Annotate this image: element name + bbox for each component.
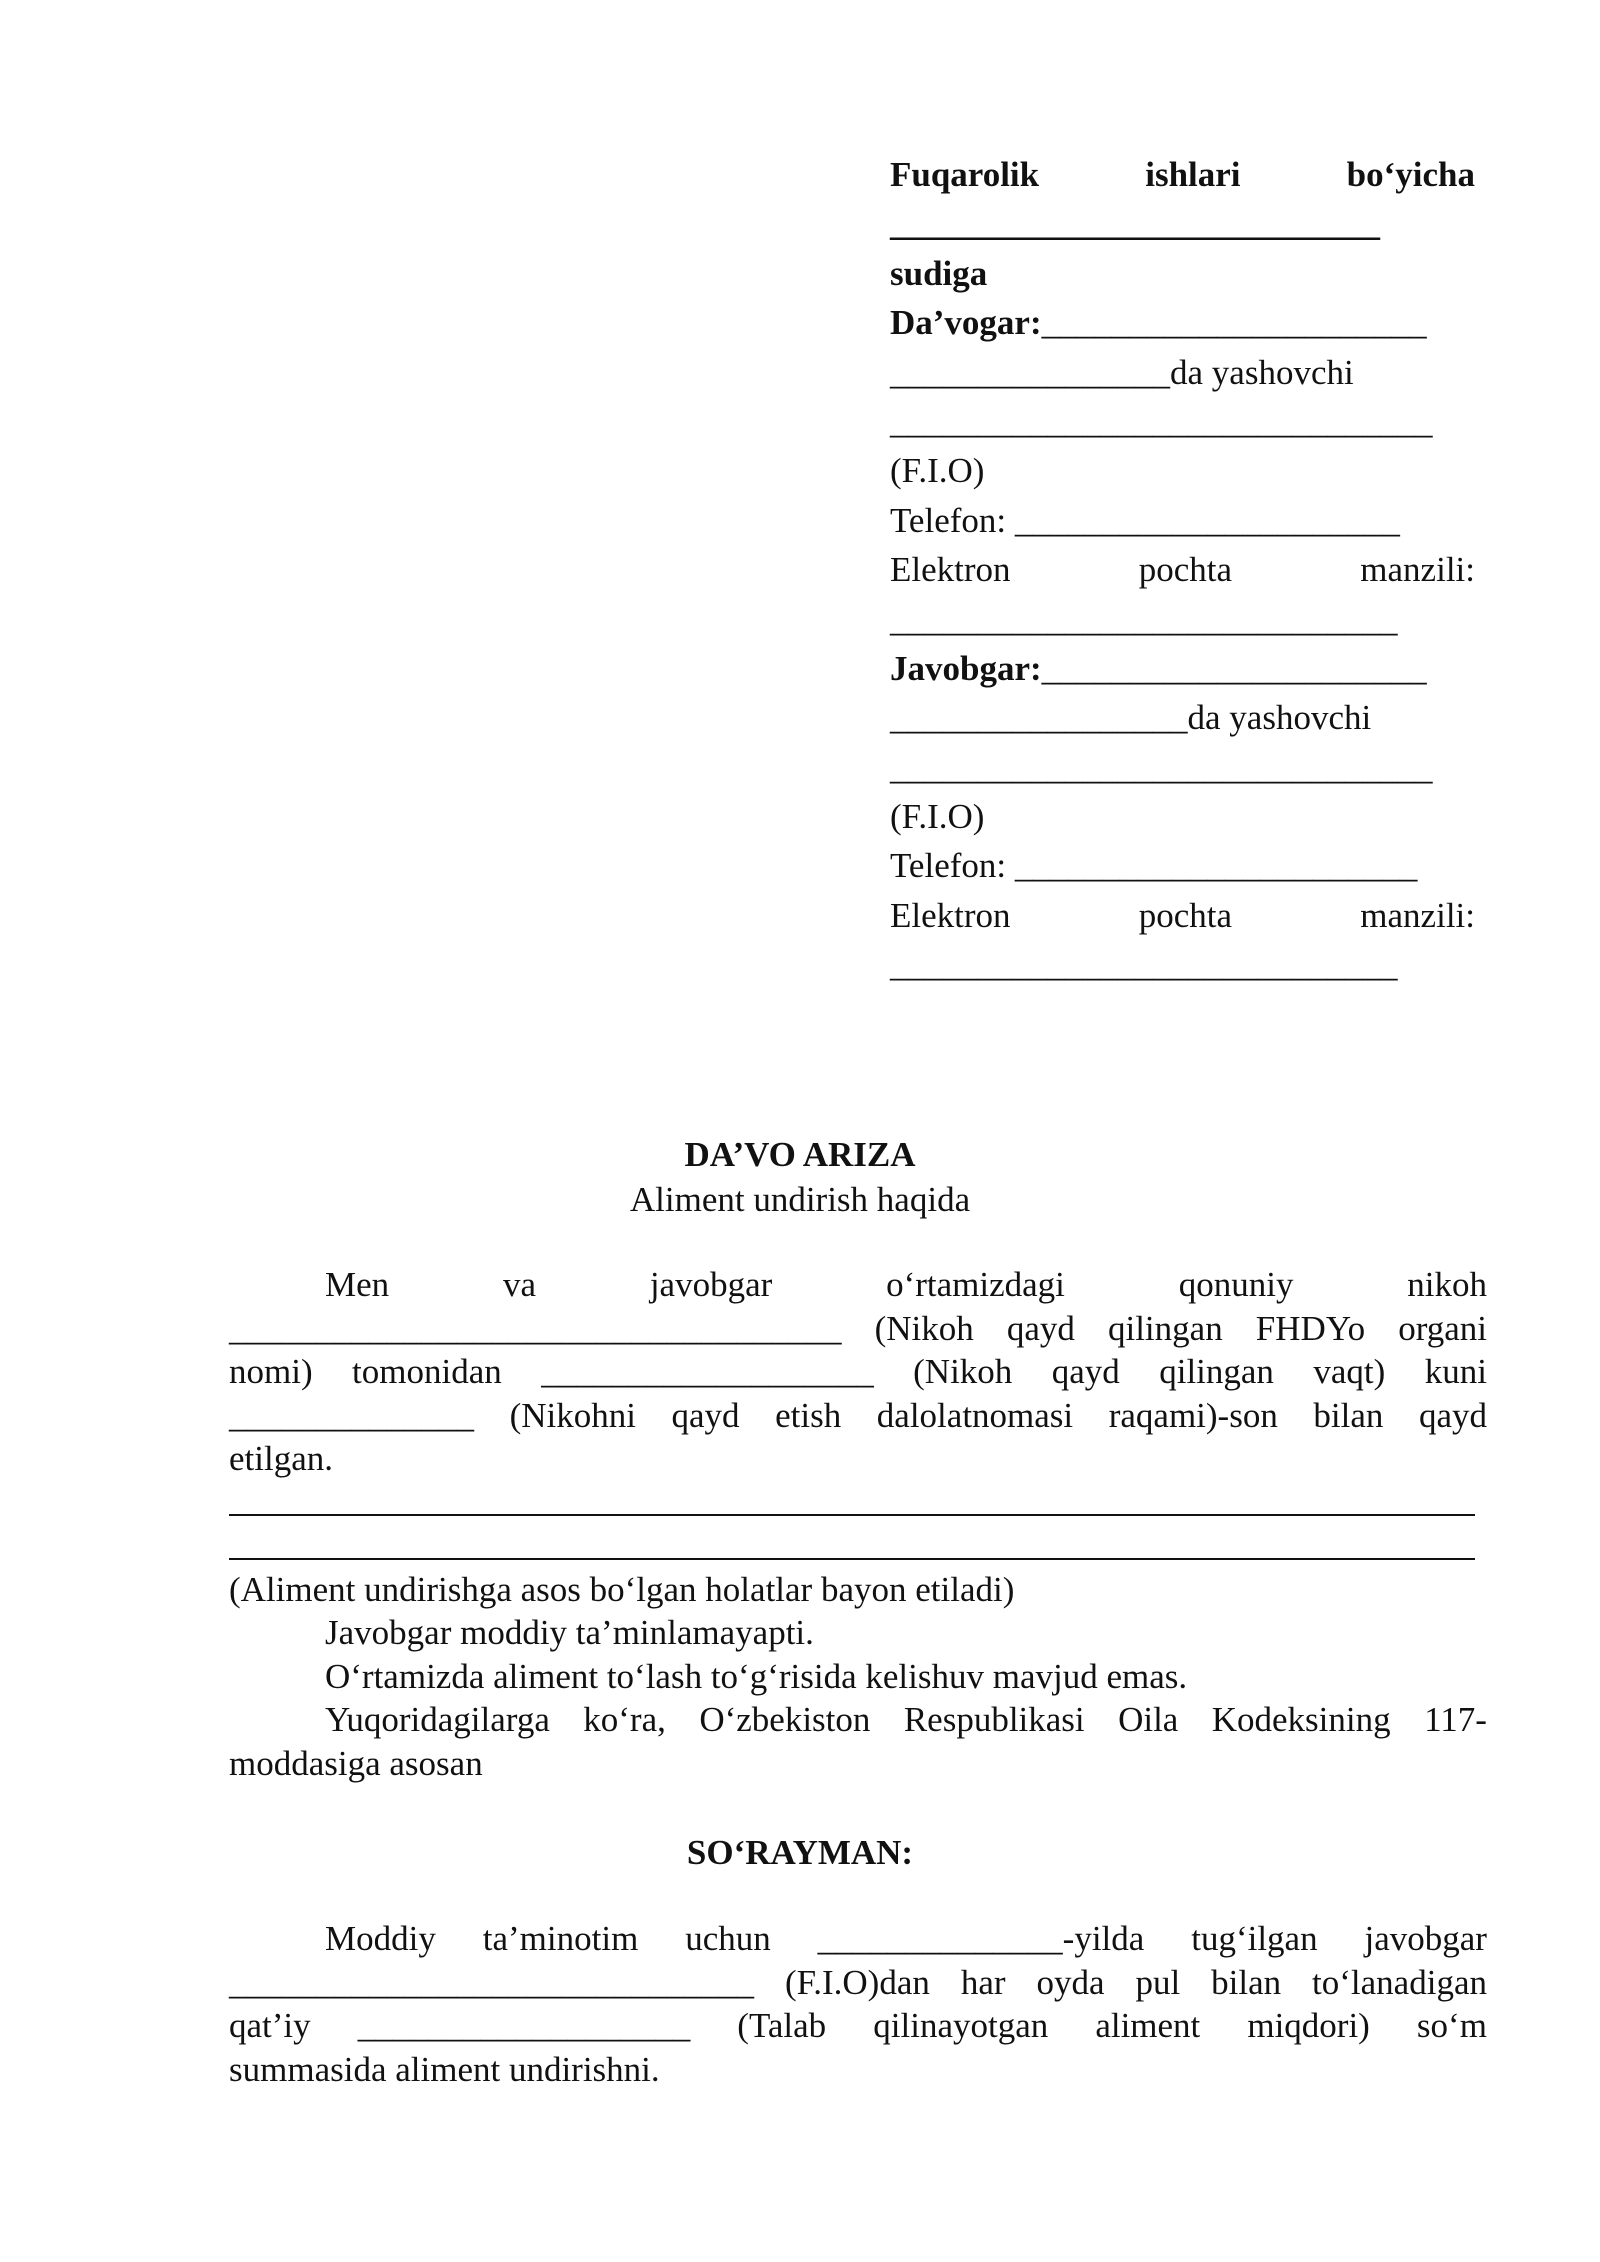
defendant-lives-at: da yashovchi xyxy=(1187,698,1372,738)
plaintiff-email-blank[interactable]: _____________________________ xyxy=(890,599,1398,639)
defendant-phone-blank[interactable]: _______________________ xyxy=(1014,846,1418,886)
word: o‘rtamizdagi xyxy=(886,1265,1065,1304)
word: Moddiy xyxy=(325,1919,436,1958)
word: tomonidan xyxy=(352,1352,502,1391)
word: oyda xyxy=(1036,1962,1105,2002)
word: javobgar xyxy=(1364,1919,1487,1958)
word: har xyxy=(960,1962,1006,2002)
court-name-blank[interactable]: ____________________________ xyxy=(890,204,1380,244)
document-subtitle: Aliment undirish haqida xyxy=(629,1180,971,1219)
word: to‘lanadigan xyxy=(1312,1962,1487,2002)
word: qayd xyxy=(1006,1308,1075,1348)
word: (Nikoh xyxy=(913,1352,1013,1391)
court-suffix: sudiga xyxy=(890,253,988,293)
word: va xyxy=(502,1265,537,1304)
plaintiff-label: Da’vogar: xyxy=(890,303,1042,343)
defendant-address-blank[interactable]: _________________ xyxy=(890,698,1188,738)
word: bilan xyxy=(1313,1395,1384,1435)
court-word: bo‘yicha xyxy=(1346,155,1475,194)
defendant-name-blank[interactable]: _______________________________ xyxy=(890,747,1433,787)
email-word: Elektron xyxy=(890,550,1011,590)
word: (Nikohni xyxy=(509,1395,636,1435)
paragraph-line: summasida aliment undirishni. xyxy=(229,2049,660,2089)
word: miqdori) xyxy=(1247,2006,1370,2045)
birth-year-group xyxy=(818,1917,1145,1961)
word: pul xyxy=(1135,1962,1181,2002)
plaintiff-name-blank[interactable]: _______________________________ xyxy=(890,401,1433,441)
email-word: pochta xyxy=(1138,895,1233,935)
defendant-phone-line xyxy=(890,841,1475,890)
paragraph-line xyxy=(229,1917,1487,1961)
plaintiff-address-line xyxy=(890,348,1475,397)
circumstances-note: (Aliment undirishga asos bo‘lgan holatlar bayon etiladi) xyxy=(229,1569,1015,1609)
word: ko‘ra, xyxy=(583,1700,666,1739)
word: 117- xyxy=(1424,1700,1487,1739)
paragraph-line: moddasiga asosan xyxy=(229,1743,483,1783)
plaintiff-email-label xyxy=(890,545,1475,594)
paragraph-line xyxy=(229,2004,1487,2048)
defendant-label: Javobgar: xyxy=(890,648,1042,688)
defendant-blank[interactable]: ______________________ xyxy=(1041,648,1427,688)
claim-body xyxy=(229,1263,1487,1785)
word: qayd xyxy=(1418,1395,1487,1435)
paragraph-line: O‘rtamizda aliment to‘lash to‘g‘risida kelishuv mavjud emas. xyxy=(325,1656,1188,1696)
defendant-fio-caption: (F.I.O) xyxy=(890,797,985,837)
paragraph-line: etilgan. xyxy=(229,1439,333,1478)
word: so‘m xyxy=(1416,2006,1487,2045)
word: nomi) xyxy=(229,1352,313,1391)
court-word: Fuqarolik xyxy=(890,155,1040,194)
word: qilinayotgan xyxy=(873,2006,1049,2045)
request-body xyxy=(229,1917,1487,2091)
plaintiff-blank[interactable]: ______________________ xyxy=(1041,303,1427,343)
word: Kodeksining xyxy=(1211,1700,1391,1739)
word: (Talab xyxy=(737,2006,827,2045)
registration-date-blank[interactable]: ___________________ xyxy=(541,1352,874,1391)
request-heading: SO‘RAYMAN: xyxy=(686,1833,914,1872)
circumstances-blank-line[interactable] xyxy=(229,1524,1487,1568)
defendant-phone-label: Telefon: xyxy=(890,846,1015,886)
paragraph-line xyxy=(229,1961,1487,2005)
word: nikoh xyxy=(1407,1265,1487,1304)
plaintiff-lives-at: da yashovchi xyxy=(1170,352,1354,392)
word: FHDYo xyxy=(1255,1308,1366,1348)
alimony-amount-blank[interactable]: ___________________ xyxy=(357,2006,691,2045)
paragraph-line xyxy=(229,1698,1487,1742)
plaintiff-phone-label: Telefon: xyxy=(890,500,1015,540)
defendant-fio-blank[interactable]: ______________________________ xyxy=(229,1962,754,2002)
word: bilan xyxy=(1211,1962,1282,2002)
paragraph-line xyxy=(229,1263,1487,1307)
circumstances-blank-line[interactable] xyxy=(229,1481,1487,1525)
email-word: pochta xyxy=(1138,550,1233,590)
certificate-number-blank[interactable]: ______________ xyxy=(229,1395,474,1435)
word: organi xyxy=(1398,1308,1487,1348)
word: qonuniy xyxy=(1178,1265,1294,1304)
email-word: Elektron xyxy=(890,895,1011,935)
word: ta’minotim xyxy=(482,1919,639,1958)
document-title: DA’VO ARIZA xyxy=(684,1135,916,1174)
email-word: manzili: xyxy=(1360,550,1475,590)
paragraph-line xyxy=(229,1350,1487,1394)
addressee-block xyxy=(890,150,1475,990)
word: qilingan xyxy=(1159,1352,1274,1391)
email-word: manzili: xyxy=(1360,895,1475,935)
word: O‘zbekiston xyxy=(699,1700,871,1739)
registry-office-blank[interactable]: ___________________________________ xyxy=(229,1308,842,1348)
plaintiff-fio-caption: (F.I.O) xyxy=(890,451,985,491)
defendant-email-blank[interactable]: _____________________________ xyxy=(890,945,1398,985)
word: Respublikasi xyxy=(903,1700,1085,1739)
plaintiff-phone-blank[interactable]: ______________________ xyxy=(1014,500,1400,540)
paragraph-line: Javobgar moddiy ta’minlamayapti. xyxy=(325,1613,814,1652)
paragraph-line xyxy=(229,1394,1487,1438)
plaintiff-phone-line xyxy=(890,496,1475,545)
birth-year-blank[interactable]: ______________ xyxy=(817,1919,1063,1958)
word: qat’iy xyxy=(229,2006,311,2045)
defendant-address-line xyxy=(890,693,1475,742)
word: kuni xyxy=(1424,1352,1487,1391)
court-word: ishlari xyxy=(1145,155,1241,194)
word: etish xyxy=(775,1395,842,1435)
word: Oila xyxy=(1118,1700,1179,1739)
word: Yuqoridagilarga xyxy=(325,1700,550,1739)
word: javobgar xyxy=(649,1265,773,1304)
word: raqami)-son xyxy=(1108,1395,1278,1435)
defendant-line xyxy=(890,644,1475,693)
defendant-email-label xyxy=(890,891,1475,940)
plaintiff-address-blank[interactable]: ________________ xyxy=(890,352,1170,392)
court-line xyxy=(890,150,1475,199)
word: tug‘ilgan xyxy=(1191,1919,1318,1958)
word: -yilda xyxy=(1062,1919,1145,1958)
word: qilingan xyxy=(1107,1308,1223,1348)
word: qayd xyxy=(671,1395,740,1435)
word: (F.I.O)dan xyxy=(784,1962,930,2002)
word: qayd xyxy=(1051,1352,1120,1391)
word: aliment xyxy=(1095,2006,1201,2045)
plaintiff-line xyxy=(890,298,1475,347)
word: dalolatnomasi xyxy=(876,1395,1074,1435)
paragraph-line xyxy=(229,1307,1487,1351)
word: vaqt) xyxy=(1313,1352,1386,1391)
word: Men xyxy=(325,1265,390,1304)
word: (Nikoh xyxy=(874,1308,974,1348)
word: uchun xyxy=(685,1919,771,1958)
